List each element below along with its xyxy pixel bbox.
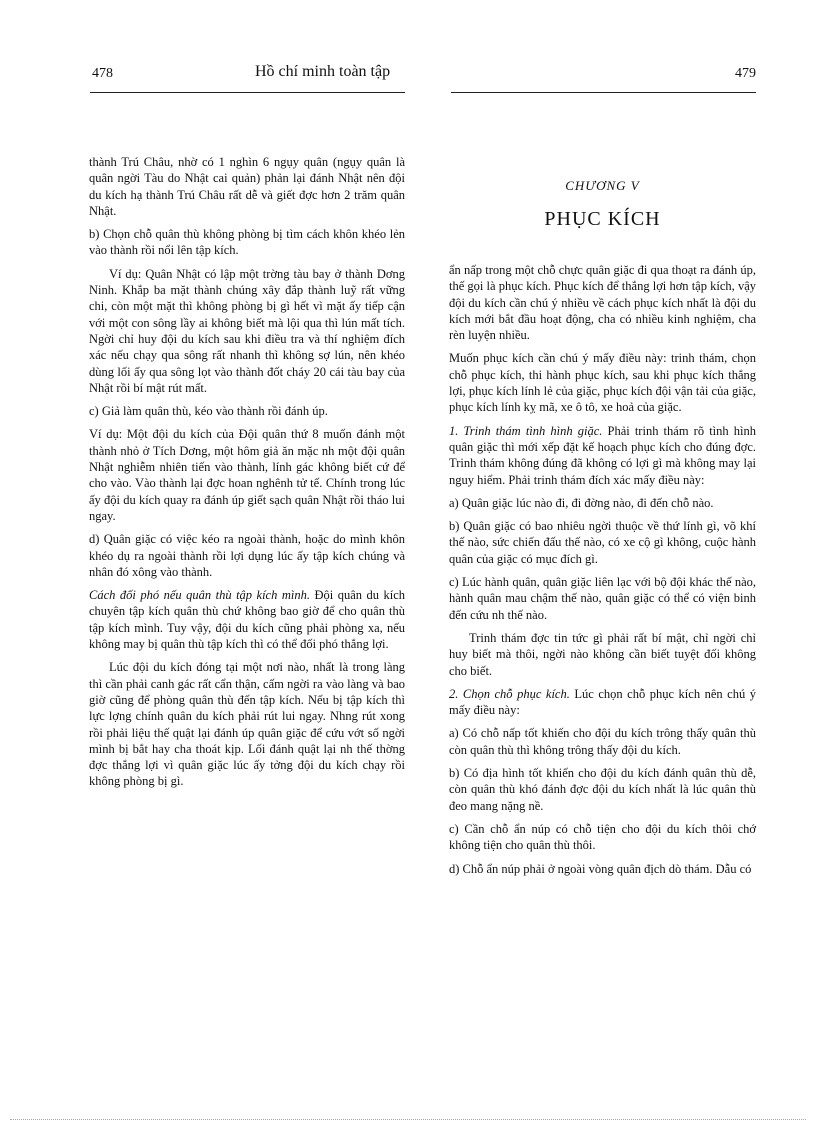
right-page-number: 479 [735, 66, 756, 81]
paragraph: b) Có địa hình tốt khiến cho đội du kích đánh quân thù dễ, còn quân thù khó đánh đợc đội du kích nhất là lúc quân thù đeo mang nặng nề. [449, 766, 756, 813]
left-column [89, 154, 405, 797]
chapter-label: CHƯƠNG V [565, 178, 640, 193]
running-title: Hồ chí minh toàn tập [255, 63, 391, 80]
paragraph: d) Quân giặc có việc kéo ra ngoài thành, hoặc do mình khôn khéo dụ ra ngoài thành rồi lợi dụng lúc ấy tập kích chúng và nhân đó xông vào thành. [89, 532, 405, 579]
paragraph: Ví dụ: Một đội du kích của Đội quân thứ 8 muốn đánh một thành nhỏ ở Tích Dơng, một hôm giả ăn mặc nh một đội quân Nhật nghiễm nhiên tiến vào thành, lính gác không biết cứ để cho vào. Vào thành lại đợc hoan nghênh tử tế. Chính trong lúc ấy đội du kích quay ra đánh úp giết sạch quân Nhật rồi tháo lui ngay. [89, 427, 405, 523]
right-header-rule [451, 92, 756, 93]
section-heading: Cách đối phó nếu quân thù tập kích mình. [89, 588, 310, 603]
paragraph: Ví dụ: Quân Nhật có lập một trờng tàu bay ở thành Dơng Ninh. Khắp ba mặt thành chúng xây đắp thành luỹ rất vững chi, còn một mặt thì không phòng bị gì hết vì mặt ấy tiếp cận với một con sông lầy ai không biết mà lội qua thì lún mất tích. Ngời chỉ huy đội du kích sau khi điều tra và thí nghiệm đích xác nếu chạy qua sông rất nhanh thì không sợ lún, nên khéo dùng lối ấy qua sông lọt vào thành đốt cháy 20 cái tàu bay của Nhật rồi bí mật rút mất. [89, 266, 405, 395]
bottom-dotted-rule [10, 1119, 806, 1120]
paragraph: ẩn nấp trong một chỗ chực quân giặc đi qua thoạt ra đánh úp, thế gọi là phục kích. Phục kích để thắng lợi hơn tập kích, vậy đội du kích cần chú ý nhiều về cách phục kích nhất là đội du kích mới bắt đầu hoạt động, cha có nhiều kinh nghiệm, cha rèn luyện nhiều. [449, 263, 756, 343]
paragraph: a) Quân giặc lúc nào đi, đi đờng nào, đi đến chỗ nào. [449, 495, 714, 510]
paragraph: a) Có chỗ nấp tốt khiến cho đội du kích trông thấy quân thù còn quân thù thì không trông thấy đội du kích. [449, 726, 756, 757]
paragraph: thành Trú Châu, nhờ có 1 nghìn 6 ngụy quân (ngụy quân là quân ngời Tàu do Nhật cai quản) phản lại đánh Nhật nên đội du kích hạ thành Trú Châu rất dễ và giết đợc hơn 2 trăm quân Nhật. [89, 155, 405, 218]
paragraph: c) Cần chỗ ẩn núp có chỗ tiện cho đội du kích thôi chớ không tiện cho quân thù thôi. [449, 821, 756, 853]
right-column [449, 262, 756, 884]
paragraph: b) Chọn chỗ quân thù không phòng bị tìm cách khôn khéo lẻn vào thành rồi nổi lên tập kích. [89, 227, 405, 258]
paragraph: c) Giả làm quân thù, kéo vào thành rồi đánh úp. [89, 404, 328, 419]
paragraph [89, 587, 405, 652]
paragraph [449, 686, 756, 719]
paragraph-text: Phải trinh thám rõ tình hình quân giặc thì mới xếp đặt kế hoạch phục kích cho đúng đợc. Trinh thám không đúng đã không có lợi gì mà không may lại nguy hiểm. Phải trinh thám đích xác mấy điều này: [449, 423, 756, 487]
paragraph-text: Lúc chọn chỗ phục kích nên chú ý mấy điều này: [449, 686, 756, 718]
paragraph: d) Chỗ ẩn núp phải ở ngoài vòng quân địch dò thám. Dẫu có [449, 861, 752, 876]
paragraph [449, 423, 756, 488]
section-heading: 2. Chọn chỗ phục kích. [449, 686, 570, 701]
left-page-number: 478 [92, 66, 113, 81]
left-header-rule [90, 92, 405, 93]
paragraph: Muốn phục kích cần chú ý mấy điều này: trinh thám, chọn chỗ phục kích, thi hành phục kích, sau khi phục kích thắng lợi, phục kích lính lẻ của giặc, phục kích đội vận tải của giặc, phục kích lính kỵ mã, xe ô tô, xe hoả của giặc. [449, 351, 756, 415]
section-heading: 1. Trinh thám tình hình giặc. [449, 423, 603, 438]
paragraph: b) Quân giặc có bao nhiêu ngời thuộc về thứ lính gì, võ khí thế nào, sức chiến đấu thế nào, có xe cộ gì không, cuộc hành quân của giặc có mục đích gì. [449, 519, 756, 566]
chapter-title: PHỤC KÍCH [544, 208, 661, 230]
paragraph: Lúc đội du kích đóng tại một nơi nào, nhất là trong làng thì cần phải canh gác rất cẩn thận, cấm ngời ra vào làng và bao giờ cũng để phòng quân thù đến tập kích. Nếu bị tập kích thì lực lợng chính quân du kích phải rút lui ngay. Nhng rút xong rồi phải liệu thế quật lại đánh úp quân giặc để cứu vớt số ngời mình bị bắt hay cha thoát kịp. Lối đánh quật lại nh thế thờng đợc thắng lợi vì quân giặc lúc ấy tởng đội du kích chạy rồi không phòng bị gì. [89, 660, 405, 789]
paragraph: c) Lúc hành quân, quân giặc liên lạc với bộ đội khác thế nào, hành quân mau chậm thế nào, quân giặc có thể có viện binh đến cứu nh thế nào. [449, 575, 756, 622]
paragraph-text: Đội quân du kích chuyên tập kích quân thù chứ không bao giờ để cho quân thù tập kích mình. Tuy vậy, đội du kích cũng phải phòng xa, nếu không may bị quân thù tập kích thì có thể đối phó thắng lợi. [89, 588, 405, 652]
paragraph: Trinh thám đợc tin tức gì phải rất bí mật, chỉ ngời chỉ huy biết mà thôi, ngời nào không cần biết tuyệt đối không cho biết. [449, 630, 756, 678]
